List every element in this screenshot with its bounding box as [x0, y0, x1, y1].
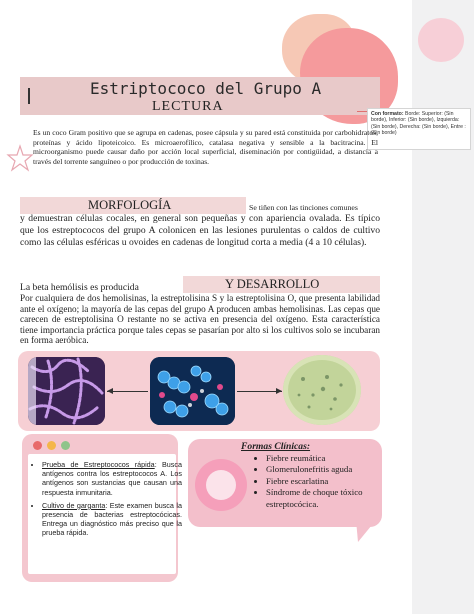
decor-blob-small [418, 18, 464, 62]
micrograph-chains-graphic [28, 357, 105, 425]
arrow-left-icon [107, 388, 113, 394]
test-title: Prueba de Estreptococos rápida [42, 460, 155, 469]
desarrollo-heading: Y DESARROLLO [225, 277, 320, 291]
format-comment-balloon[interactable] [367, 108, 471, 150]
test-text: : Este examen busca la presencia de bacterias estreptocócicas. Entrega un diagnóstico más preciso que la prueba rápida. [42, 500, 182, 538]
window-dot-green [61, 441, 70, 450]
bacteria-3d-image[interactable] [150, 357, 235, 425]
desarrollo-lead-text: La beta hemólisis es producida [20, 282, 139, 293]
list-item: • Síndrome de choque tóxico estreptocócica. [266, 487, 388, 510]
desarrollo-paragraph: Por cualquiera de dos hemolisinas, la estreptolisina S y la estreptolisina O, que presenta labilidad ante el oxígeno; la mayoría de las cepas del grupo A producen ambas hemolisinas. Las cepas que carecen de estreptolisina O restante no se activa en presencia del oxígeno. Esta característica tiene importancia práctica porque tales cepas se pasarían por alto si los cultivos solo se incubaran en forma aeróbica. [20, 293, 380, 346]
test-title: Cultivo de garganta [42, 500, 106, 510]
morfologia-lead-text: Se tiñen con las tinciones comunes [249, 203, 358, 212]
arrow-right-icon [276, 388, 282, 394]
text-cursor [28, 88, 30, 104]
page-title: Estriptococo del Grupo A [90, 79, 322, 98]
tests-list [30, 460, 182, 542]
window-dot-red [33, 441, 42, 450]
micrograph-chains-image[interactable] [28, 357, 105, 425]
intro-paragraph: Es un coco Gram positivo que se agrupa en cadenas, posee cápsula y su pared está constituida por carbohidratos, proteínas y ácido lipoteicoico. Es microaerofílico, catalasa negativa y sensible a la bacitracina. El microorganismo puede causar daño por acción local superficial, diseminación por contigüidad, a distancia a través del torrente sanguíneo o por producción de toxinas. [33, 128, 378, 166]
format-comment-label: Con formato: [371, 111, 404, 117]
morfologia-heading: MORFOLOGÍA [88, 198, 172, 212]
list-item: • Glomerulonefritis aguda [266, 464, 388, 475]
list-item [42, 501, 182, 538]
culture-plate-image[interactable] [283, 355, 361, 425]
clinical-forms-list [252, 453, 388, 510]
star-icon [6, 144, 34, 172]
format-comment-text: Borde: Superior: (Sin borde), Inferior: (Sin borde), Izquierda: (Sin borde), Derecha: (Sin borde), Entre : (Sin borde) [371, 111, 466, 137]
page-subtitle: LECTURA [152, 99, 224, 114]
side-strip [412, 0, 474, 614]
clinical-forms-title: Formas Clínicas: [241, 441, 311, 452]
arrow-left-line [107, 391, 148, 392]
window-dot-yellow [47, 441, 56, 450]
culture-plate-graphic [283, 355, 361, 425]
morfologia-paragraph: y demuestran células cocales, en general son pequeñas y con apariencia ovalada. Es típico que los estreptococos del grupo A colonicen en las lesiones purulentas o caldos de cultivo como las células esféricas u ovoides en cadenas de longitud corta a media (4 a 10 células). [20, 213, 380, 248]
list-item: • Fiebre escarlatina [266, 476, 388, 487]
decor-circle-inner [206, 470, 236, 500]
list-item [42, 460, 182, 497]
test-text: : Busca antígenos contra los estreptococos A. Los antígenos son sustancias que causan una respuesta inmunitaria. [42, 460, 182, 497]
bacteria-3d-graphic [150, 357, 235, 425]
list-item: • Fiebre reumática [266, 453, 388, 464]
